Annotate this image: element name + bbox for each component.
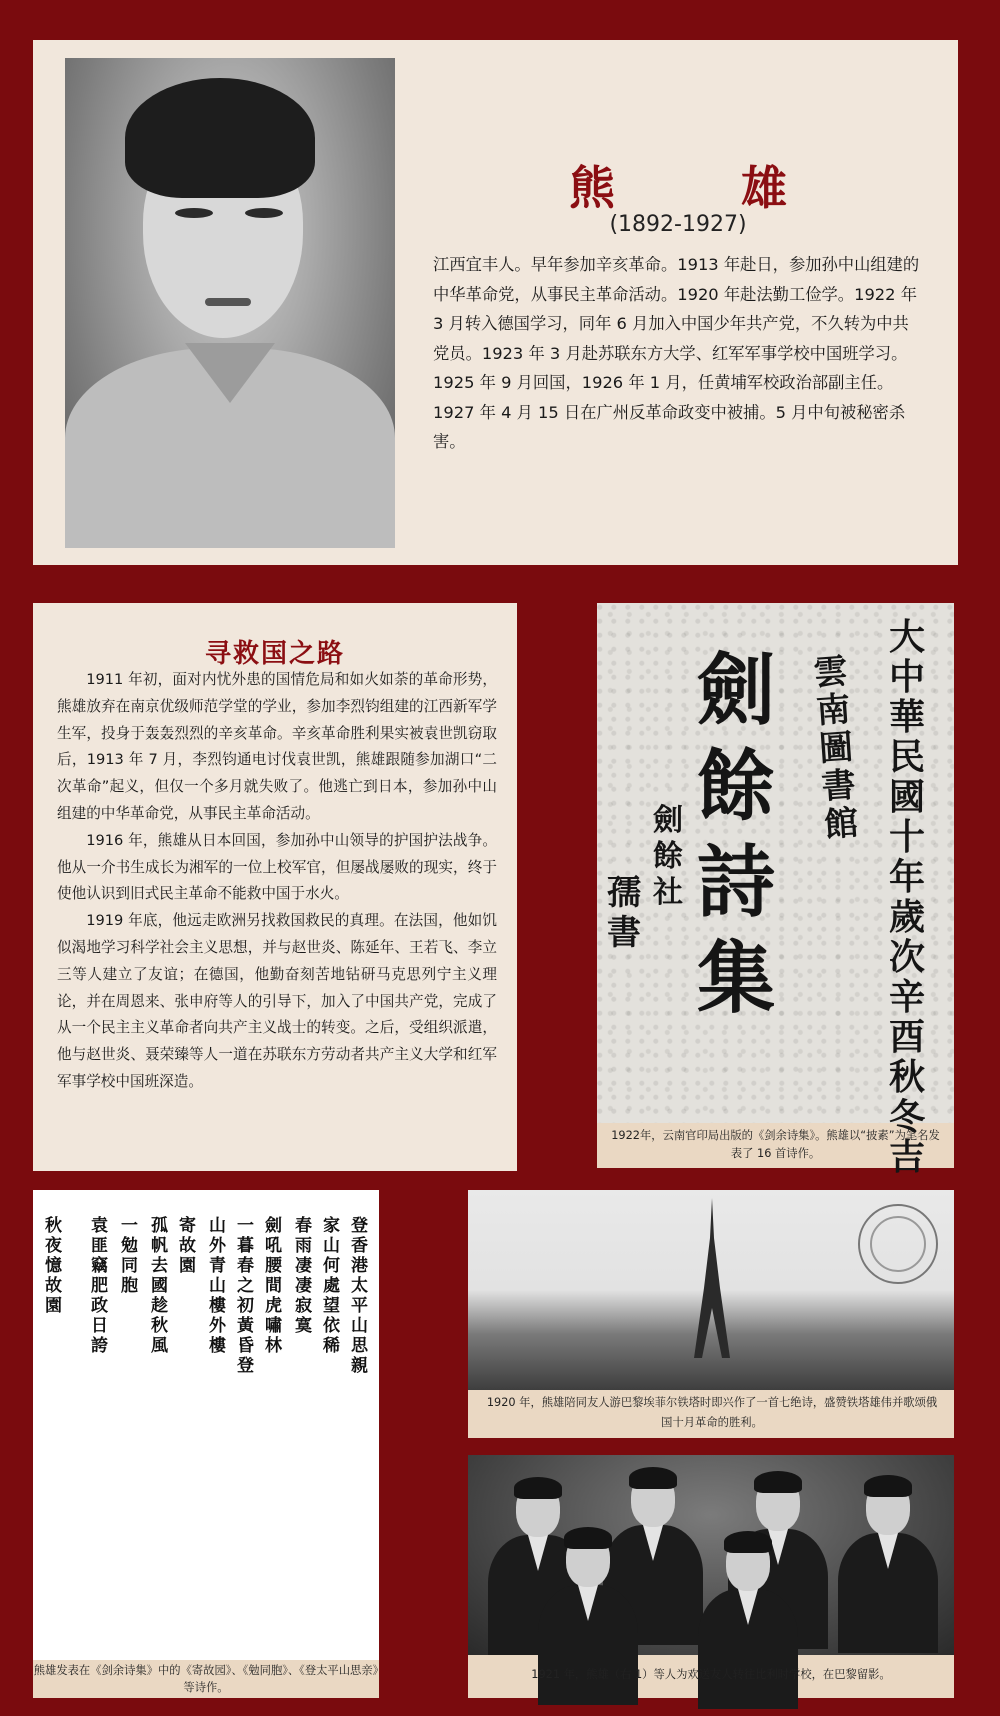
poem-column: 寄故園 [179,1216,196,1276]
eiffel-postcard-figure [468,1190,954,1438]
group-photo-caption: 1921 年，熊雄（右 1）等人为欢送友人转往比利时学校，在巴黎留影。 [531,1668,891,1681]
cover-title-calligraphy: 劍餘詩集 [697,645,776,1024]
biography-panel [33,40,958,565]
postmark-icon [858,1204,938,1284]
poem-column: 一暮春之初黃昏登 [237,1216,254,1376]
group-photo-image [468,1455,954,1655]
cover-signature-calligraphy: 孺書 [607,873,641,953]
eiffel-tower-icon [694,1198,730,1358]
essay-paragraph: 1916 年，熊雄从日本回国，参加孙中山领导的护国护法战争。他从一介书生成长为湘军的一位上校军官，但屡战屡败的现实，终于使他认识到旧式民主革命不能救中国于水火。 [57,831,497,903]
biography-text: 江西宜丰人。早年参加辛亥革命。1913 年赴日，参加孙中山组建的中华革命党，从事民主革命活动。1920 年赴法勤工俭学。1922 年 3 月转入德国学习，同年 6 月加入中国少年共产党，不久转为中共党员。1923 年 3 月赴苏联东方大学、红军军事学校中国班学习。1925 年 9 月回国，1926 年 1 月，任黄埔军校政治部副主任。1927 年 4 月 15 日在广州反革命政变中被捕。5 月中旬被秘密杀害。 [433,255,920,451]
poem-column: 劍吼腰間虎嘯林 [265,1216,282,1356]
poem-column: 一勉同胞 [121,1216,138,1296]
cover-date-calligraphy: 大中華民國十年歲次辛酉秋冬吉 [889,616,926,1178]
life-years: (1892-1927) [609,212,747,237]
poem-column: 家山何處望依稀 [323,1216,340,1356]
poem-column: 登香港太平山思親 [351,1216,368,1376]
poem-column: 袁匪竊肥政日誇 [91,1216,108,1356]
eiffel-postcard-image [468,1190,954,1390]
book-cover-caption: 1922年，云南官印局出版的《剑余诗集》。熊雄以“披素”为笔名发表了 16 首诗作。 [611,1129,940,1160]
poem-column: 山外青山樓外樓 [209,1216,226,1356]
poem-caption: 熊雄发表在《剑余诗集》中的《寄故园》、《勉同胞》、《登太平山思亲》等诗作。 [33,1664,379,1694]
poem-column: 春雨凄凄寂寞 [295,1216,312,1336]
poem-page-image [33,1190,379,1660]
essay-panel [33,603,517,1171]
poem-column: 孤帆去國趁秋風 [151,1216,168,1356]
essay-title: 寻救国之路 [204,639,345,669]
essay-paragraph: 1919 年底，他远走欧洲另找救国救民的真理。在法国，他如饥似渴地学习科学社会主义思想，并与赵世炎、陈延年、王若飞、李立三等人建立了友谊；在德国，他勤奋刻苦地钻研马克思列宁主义理论，并在周恩来、张申府等人的引导下，加入了中国共产党，完成了从一个民主主义革命者向共产主义战士的转变。之后，受组织派遣，他与赵世炎、聂荣臻等人一道在苏联东方劳动者共产主义大学和红军军事学校中国班深造。 [57,912,497,1090]
book-cover-figure [597,603,954,1178]
person-name: 熊 雄 [569,161,827,215]
portrait-photo [65,58,395,540]
essay-body [57,667,497,1096]
cover-library-calligraphy: 雲南圖書館 [812,651,860,846]
poem-column: 秋夜憶故園 [45,1216,62,1316]
group-photo-figure [468,1455,954,1698]
poem-figure [33,1190,379,1698]
eiffel-caption: 1920 年，熊雄陪同友人游巴黎埃菲尔铁塔时即兴作了一首七绝诗，盛赞铁塔雄伟并歌颂俄国十月革命的胜利。 [486,1396,938,1429]
cover-society-calligraphy: 劍餘社 [653,803,683,910]
essay-paragraph: 1911 年初，面对内忧外患的国情危局和如火如荼的革命形势，熊雄放弃在南京优级师范学堂的学业，参加李烈钧组建的江西新军学生军，投身于轰轰烈烈的辛亥革命。辛亥革命胜利果实被袁世凯窃取后，1913 年 7 月，李烈钧通电讨伐袁世凯，熊雄跟随参加湖口“二次革命”起义，但仅一个多月就失败了。他逃亡到日本，参加孙中山组建的中华革命党，从事民主革命活动。 [57,671,497,822]
